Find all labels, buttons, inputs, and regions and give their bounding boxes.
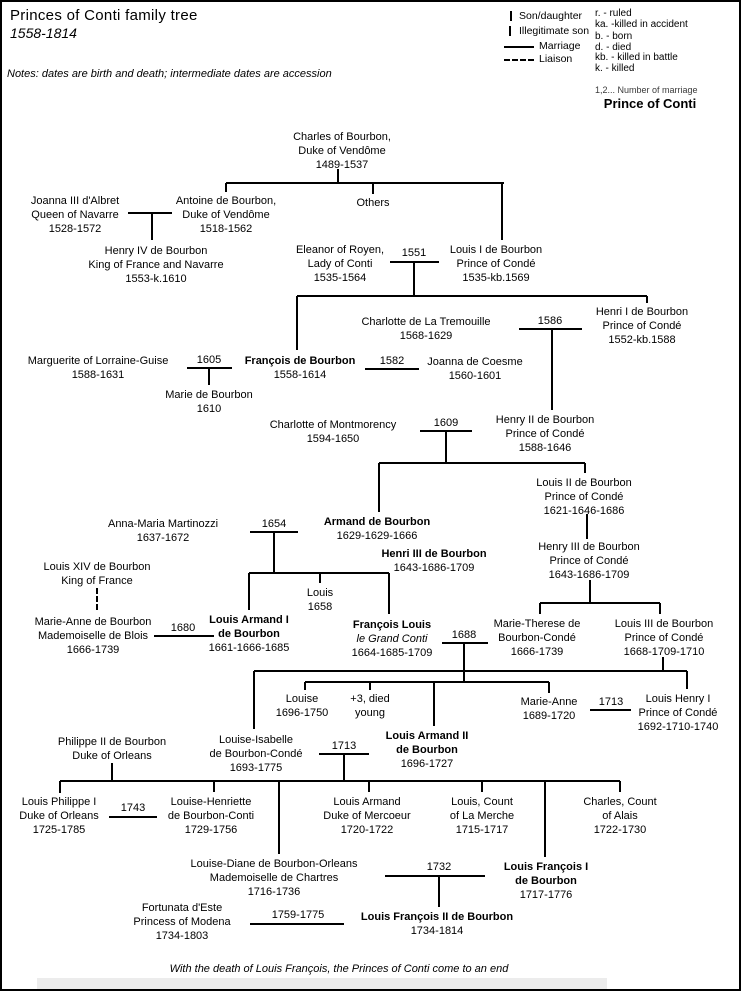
tree-node-others — [356, 196, 389, 210]
tree-node-line: Prince of Condé — [624, 632, 704, 644]
marriage-year-m-1732: 1732 — [426, 861, 452, 873]
tree-node-line: le Grand Conti — [356, 633, 428, 645]
tree-node-line: Henry II de Bourbon — [495, 414, 595, 426]
tree-node-line: 1568-1629 — [399, 330, 453, 342]
tree-node-marie-anne-de-bourbon — [35, 615, 152, 657]
tree-node-henry-iii-de-bourbon-conde — [538, 540, 640, 582]
marriage-year-m-1688: 1688 — [451, 629, 477, 641]
connector-line — [445, 431, 447, 463]
tree-node-charlotte-of-montmorency — [270, 418, 397, 446]
connector-line — [225, 183, 227, 192]
legend-marriage-number-note: 1,2... Number of marriage — [595, 85, 698, 95]
tree-node-line: 1720-1722 — [340, 824, 394, 836]
tree-node-line: Charles, Count — [583, 796, 657, 808]
tree-node-line: Louis II de Bourbon — [536, 477, 632, 489]
tree-node-line: Henry IV de Bourbon — [104, 245, 208, 257]
tree-node-line: Prince of Condé — [638, 707, 718, 719]
tree-node-line: Lady of Conti — [307, 258, 373, 270]
connector-line — [109, 816, 157, 818]
connector-line — [551, 329, 553, 410]
tree-node-line: 1637-1672 — [136, 532, 190, 544]
tree-node-line: Duke of Vendôme — [182, 209, 270, 221]
tree-node-line: Mademoiselle de Blois — [37, 630, 149, 642]
connector-line — [378, 463, 380, 512]
tree-node-anna-maria-martinozzi — [108, 517, 218, 545]
connector-line — [319, 573, 321, 583]
tree-node-charles-count-alais — [583, 795, 656, 837]
tree-node-joanna-de-coesme — [427, 355, 522, 383]
tree-node-line: young — [355, 707, 385, 719]
tree-node-louis-xiv-de-bourbon — [43, 560, 150, 588]
tree-node-line: de Bourbon — [396, 744, 458, 756]
tree-node-line: Henri III de Bourbon — [381, 548, 487, 560]
tree-node-line: Charlotte de La Tremouille — [361, 316, 491, 328]
connector-line — [540, 602, 660, 604]
connector-line — [501, 183, 503, 240]
legend-abbreviation: k. - killed — [595, 63, 635, 74]
legend-liaison: Liaison — [539, 53, 573, 65]
tree-node-line: 1552-kb.1588 — [608, 334, 676, 346]
tree-node-marie-therese — [494, 617, 581, 659]
tree-node-armand-de-bourbon — [324, 515, 430, 543]
legend-abbreviation: d. - died — [595, 42, 632, 53]
page-notes: Notes: dates are birth and death; intermediate dates are accession — [7, 68, 332, 80]
tree-node-line: Louis Henry I — [645, 693, 711, 705]
tree-node-marie-anne — [521, 695, 578, 723]
tree-node-line: Armand de Bourbon — [323, 516, 431, 528]
connector-line — [369, 682, 371, 690]
tree-node-charlotte-de-la-tremouille — [361, 315, 490, 343]
connector-line — [343, 754, 345, 781]
tree-node-line: Anna-Maria Martinozzi — [107, 518, 219, 530]
tree-node-line: de Bourbon — [515, 875, 577, 887]
tree-node-line: 1715-1717 — [455, 824, 509, 836]
tree-node-line: Louis Armand — [333, 796, 401, 808]
tree-node-line: of La Merche — [449, 810, 515, 822]
tree-node-line: 1553-k.1610 — [125, 273, 187, 285]
tree-node-line: 1734-1803 — [155, 930, 209, 942]
connector-line — [151, 213, 153, 240]
tree-node-line: Duke of Orleans — [72, 750, 152, 762]
tree-node-line: 1689-1720 — [522, 710, 576, 722]
tree-node-louis-i-de-bourbon — [450, 243, 542, 285]
tree-node-line: 1658 — [307, 601, 333, 613]
liaison-line — [96, 588, 98, 610]
tree-node-line: 1664-1685-1709 — [351, 647, 433, 659]
connector-line — [619, 781, 621, 792]
connector-line — [544, 781, 546, 857]
scan-artifact — [37, 978, 607, 990]
connector-line — [365, 368, 419, 370]
tree-node-louis-armand-i — [209, 613, 290, 655]
connector-line — [481, 781, 483, 792]
connector-line — [253, 671, 255, 729]
tree-node-antoine-de-bourbon — [176, 194, 276, 236]
tree-node-line: Prince of Condé — [505, 428, 585, 440]
tree-node-louise-isabelle — [210, 733, 303, 775]
tree-node-line: Louise — [285, 693, 319, 705]
illegitimate-son-line-icon — [509, 26, 511, 36]
tree-node-line: Marie-Therese de — [493, 618, 581, 630]
tree-node-louise-diane — [191, 857, 358, 899]
tree-node-line: Louis Armand II — [385, 730, 469, 742]
connector-line — [296, 296, 298, 350]
tree-node-line: Louise-Diane de Bourbon-Orleans — [190, 858, 358, 870]
tree-node-henry-ii-de-bourbon — [496, 413, 594, 455]
tree-node-line: 1666-1739 — [510, 646, 564, 658]
tree-node-line: of Alais — [602, 810, 638, 822]
tree-node-line: Charles of Bourbon, — [293, 131, 391, 143]
tree-node-line: Louis, Count — [451, 796, 513, 808]
tree-node-francois-louis — [352, 618, 433, 660]
tree-node-line: 1666-1739 — [66, 644, 120, 656]
tree-node-line: Mademoiselle de Chartres — [209, 872, 339, 884]
marriage-year-m-1680: 1680 — [170, 622, 196, 634]
tree-node-line: Duke of Orleans — [19, 810, 99, 822]
tree-node-henri-iii-de-bourbon — [381, 547, 486, 575]
connector-line — [60, 780, 620, 782]
tree-node-line: 1621-1646-1686 — [543, 505, 625, 517]
legend-son-daughter: Son/daughter — [519, 10, 583, 22]
tree-node-plus-3-died-young — [350, 692, 389, 720]
marriage-year-m-1582: 1582 — [379, 355, 405, 367]
page-subtitle: 1558-1814 — [10, 25, 77, 41]
tree-node-line: Henri I de Bourbon — [595, 306, 689, 318]
tree-node-louis-iii-de-bourbon — [615, 617, 713, 659]
connector-line — [250, 923, 344, 925]
tree-node-louis-philippe-i — [19, 795, 98, 837]
connector-line — [442, 642, 488, 644]
tree-node-line: Louis Philippe I — [21, 796, 97, 808]
tree-node-francois-de-bourbon — [245, 354, 356, 382]
connector-line — [154, 635, 214, 637]
tree-node-line: Joanna de Coesme — [427, 356, 523, 368]
connector-line — [304, 682, 306, 690]
connector-line — [589, 580, 591, 603]
tree-node-line: François Louis — [352, 619, 432, 631]
tree-node-line: 1558-1614 — [273, 369, 327, 381]
tree-node-line: François de Bourbon — [244, 355, 356, 367]
tree-node-louis-armand-ii — [386, 729, 469, 771]
tree-node-line: Louis François I — [503, 861, 589, 873]
tree-node-louis-henry-i — [638, 692, 719, 734]
connector-line — [539, 603, 541, 614]
tree-node-line: Others — [356, 197, 390, 209]
marriage-year-m-1609: 1609 — [433, 417, 459, 429]
tree-node-line: Antoine de Bourbon, — [175, 195, 277, 207]
connector-line — [226, 182, 504, 184]
connector-line — [548, 682, 550, 693]
tree-node-line: 1518-1562 — [199, 223, 253, 235]
tree-node-line: Prince of Condé — [549, 555, 629, 567]
tree-node-line: Louis I de Bourbon — [449, 244, 543, 256]
legend-illegitimate-son: Illegitimate son — [519, 25, 590, 37]
marriage-year-m-1605: 1605 — [196, 354, 222, 366]
tree-node-henry-iv-de-bourbon — [88, 244, 223, 286]
tree-node-line: 1629-1629-1666 — [336, 530, 418, 542]
tree-node-louis-francois-ii — [361, 910, 513, 938]
tree-node-marguerite-of-lorraine-guise — [28, 354, 169, 382]
connector-line — [590, 709, 631, 711]
tree-node-line: 1535-kb.1569 — [462, 272, 530, 284]
connector-line — [385, 875, 485, 877]
marriage-year-m-1551: 1551 — [401, 247, 427, 259]
tree-node-line: 1729-1756 — [184, 824, 238, 836]
marriage-year-m-1743: 1743 — [120, 802, 146, 814]
connector-line — [278, 781, 280, 854]
tree-node-line: 1588-1631 — [71, 369, 125, 381]
tree-node-line: de Bourbon-Conti — [167, 810, 255, 822]
legend-abbreviation: ka. -killed in accident — [595, 19, 688, 30]
tree-node-line: Duke of Vendôme — [298, 145, 386, 157]
marriage-year-m-1586: 1586 — [537, 315, 563, 327]
tree-node-line: King of France and Navarre — [88, 259, 224, 271]
tree-node-louis-count-la-merche — [450, 795, 514, 837]
tree-node-line: +3, died — [350, 693, 390, 705]
tree-node-henri-i-de-bourbon — [596, 305, 688, 347]
connector-line — [59, 781, 61, 793]
tree-node-line: 1722-1730 — [593, 824, 647, 836]
tree-node-line: Louis — [306, 587, 334, 599]
tree-node-louis-armand-mercoeur — [323, 795, 410, 837]
tree-node-line: Marie-Anne de Bourbon — [34, 616, 152, 628]
tree-node-line: Eleanor of Royen, — [295, 244, 385, 256]
page-footer: With the death of Louis François, the Princes of Conti come to an end — [169, 963, 509, 975]
tree-node-line: Louis Armand I — [209, 614, 289, 626]
connector-line — [662, 657, 664, 671]
connector-line — [646, 296, 648, 303]
tree-node-line: 1693-1775 — [229, 762, 283, 774]
tree-node-line: King of France — [61, 575, 133, 587]
tree-node-line: de Bourbon — [218, 628, 280, 640]
tree-node-louis-francois-i — [504, 860, 588, 902]
tree-node-line: Charlotte of Montmorency — [269, 419, 397, 431]
tree-node-line: Queen of Navarre — [31, 209, 119, 221]
marriage-line-icon — [504, 46, 534, 48]
legend-abbreviation: r. - ruled — [595, 8, 632, 19]
tree-node-louise — [276, 692, 329, 720]
connector-line — [254, 670, 687, 672]
tree-node-line: 1594-1650 — [306, 433, 360, 445]
tree-node-line: 1643-1686-1709 — [393, 562, 475, 574]
son-daughter-line-icon — [510, 11, 512, 21]
tree-node-line: 1535-1564 — [313, 272, 367, 284]
connector-line — [248, 573, 250, 610]
tree-node-line: 1696-1750 — [275, 707, 329, 719]
connector-line — [128, 212, 172, 214]
tree-node-philippe-ii-de-bourbon — [58, 735, 166, 763]
tree-node-line: de Bourbon-Condé — [209, 748, 303, 760]
tree-node-line: Duke of Mercoeur — [323, 810, 411, 822]
connector-line — [297, 295, 647, 297]
tree-node-line: 1560-1601 — [448, 370, 502, 382]
tree-node-marie-de-bourbon — [165, 388, 252, 416]
connector-line — [438, 876, 440, 907]
legend-prince-of-conti-note: Prince of Conti — [603, 96, 697, 111]
tree-node-line: Henry III de Bourbon — [538, 541, 640, 553]
tree-node-line: Prince of Condé — [602, 320, 682, 332]
connector-line — [368, 781, 370, 792]
tree-node-fortunata-deste — [133, 901, 230, 943]
connector-line — [584, 463, 586, 473]
tree-node-line: 1734-1814 — [410, 925, 464, 937]
tree-node-line: Louis XIV de Bourbon — [43, 561, 151, 573]
connector-line — [463, 643, 465, 682]
tree-node-line: 1588-1646 — [518, 442, 572, 454]
legend-marriage: Marriage — [539, 40, 581, 52]
tree-node-line: 1717-1776 — [519, 889, 573, 901]
tree-node-line: 1528-1572 — [48, 223, 102, 235]
tree-node-charles-of-bourbon — [293, 130, 391, 172]
tree-node-line: 1696-1727 — [400, 758, 454, 770]
tree-node-line: 1489-1537 — [315, 159, 369, 171]
legend-abbreviation: b. - born — [595, 31, 633, 42]
tree-node-line: Louise-Isabelle — [219, 734, 293, 746]
tree-node-line: 1725-1785 — [32, 824, 86, 836]
tree-node-line: Marie-Anne — [520, 696, 578, 708]
tree-node-line: Louis François II de Bourbon — [360, 911, 514, 923]
connector-line — [208, 368, 210, 385]
liaison-line-icon — [504, 59, 534, 61]
tree-node-line: Prince of Condé — [456, 258, 536, 270]
connector-line — [213, 781, 215, 792]
tree-node-line: Philippe II de Bourbon — [57, 736, 167, 748]
tree-node-line: Marguerite of Lorraine-Guise — [27, 355, 169, 367]
page-title: Princes of Conti family tree — [10, 7, 198, 24]
tree-node-eleanor-of-royen — [296, 243, 384, 285]
tree-node-line: Louise-Henriette — [170, 796, 252, 808]
tree-node-louis-1658 — [307, 586, 333, 614]
connector-line — [433, 682, 435, 726]
tree-node-line: Joanna III d'Albret — [30, 195, 120, 207]
connector-line — [686, 671, 688, 689]
connector-line — [111, 763, 113, 781]
connector-line — [273, 532, 275, 573]
tree-node-line: Fortunata d'Este — [141, 902, 223, 914]
tree-node-joanna-iii-dalbret — [31, 194, 119, 236]
marriage-year-m-1713-conde: 1713 — [598, 696, 624, 708]
tree-node-louis-ii-de-bourbon — [536, 476, 631, 518]
tree-node-louise-henriette — [168, 795, 254, 837]
tree-node-line: 1716-1736 — [247, 886, 301, 898]
tree-node-line: Princess of Modena — [133, 916, 231, 928]
tree-node-line: 1643-1686-1709 — [548, 569, 630, 581]
connector-line — [659, 603, 661, 614]
connector-line — [305, 681, 549, 683]
tree-node-line: 1610 — [196, 403, 222, 415]
tree-node-line: Marie de Bourbon — [165, 389, 253, 401]
tree-node-line: Prince of Condé — [544, 491, 624, 503]
connector-line — [388, 573, 390, 614]
marriage-year-m-1759-1775: 1759-1775 — [271, 909, 325, 921]
marriage-year-m-1654: 1654 — [261, 518, 287, 530]
tree-node-line: 1692-1710-1740 — [637, 721, 719, 733]
tree-node-line: 1668-1709-1710 — [623, 646, 705, 658]
connector-line — [379, 462, 585, 464]
legend-abbreviation: kb. - killed in battle — [595, 52, 678, 63]
connector-line — [372, 183, 374, 194]
tree-node-line: Louis III de Bourbon — [614, 618, 714, 630]
connector-line — [413, 262, 415, 296]
tree-node-line: Bourbon-Condé — [498, 632, 576, 644]
marriage-year-m-1713-conti: 1713 — [331, 740, 357, 752]
tree-node-line: 1661-1666-1685 — [208, 642, 290, 654]
